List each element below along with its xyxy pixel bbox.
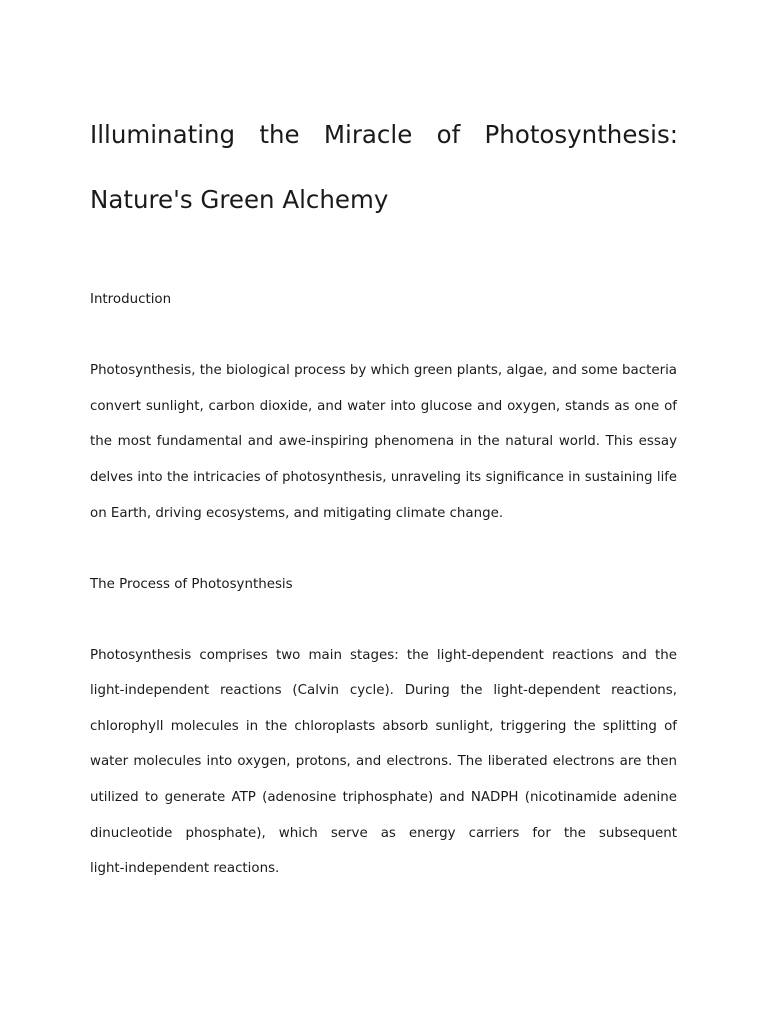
paragraph-line: Photosynthesis, the biological process by which green plants, algae, and some bacteria [90, 363, 677, 378]
paragraph-line: on Earth, driving ecosystems, and mitigating climate change. [90, 506, 504, 521]
paragraph-line: utilized to generate ATP (adenosine triphosphate) and NADPH (nicotinamide adenine [90, 790, 677, 805]
paragraph-line: delves into the intricacies of photosynthesis, unraveling its significance in sustaining life [90, 470, 677, 485]
paragraph-line: Photosynthesis comprises two main stages: the light-dependent reactions and the [90, 648, 677, 663]
paragraph-line: water molecules into oxygen, protons, and electrons. The liberated electrons are then [90, 754, 677, 769]
paragraph-line: light-independent reactions (Calvin cycle). During the light-dependent reactions, [90, 683, 677, 698]
document-title-line-1: Illuminating the Miracle of Photosynthesis: [90, 120, 678, 149]
paragraph-line: light-independent reactions. [90, 861, 280, 876]
paragraph-line: chlorophyll molecules in the chloroplasts absorb sunlight, triggering the splitting of [90, 719, 677, 734]
paragraph-line: dinucleotide phosphate), which serve as energy carriers for the subsequent [90, 826, 677, 841]
document-title-line-2: Nature's Green Alchemy [90, 185, 389, 214]
paragraph-line: the most fundamental and awe-inspiring phenomena in the natural world. This essay [90, 434, 677, 449]
section-heading-introduction: Introduction [90, 292, 172, 307]
paragraph-line: convert sunlight, carbon dioxide, and water into glucose and oxygen, stands as one of [90, 399, 677, 414]
section-heading-process: The Process of Photosynthesis [90, 577, 293, 592]
